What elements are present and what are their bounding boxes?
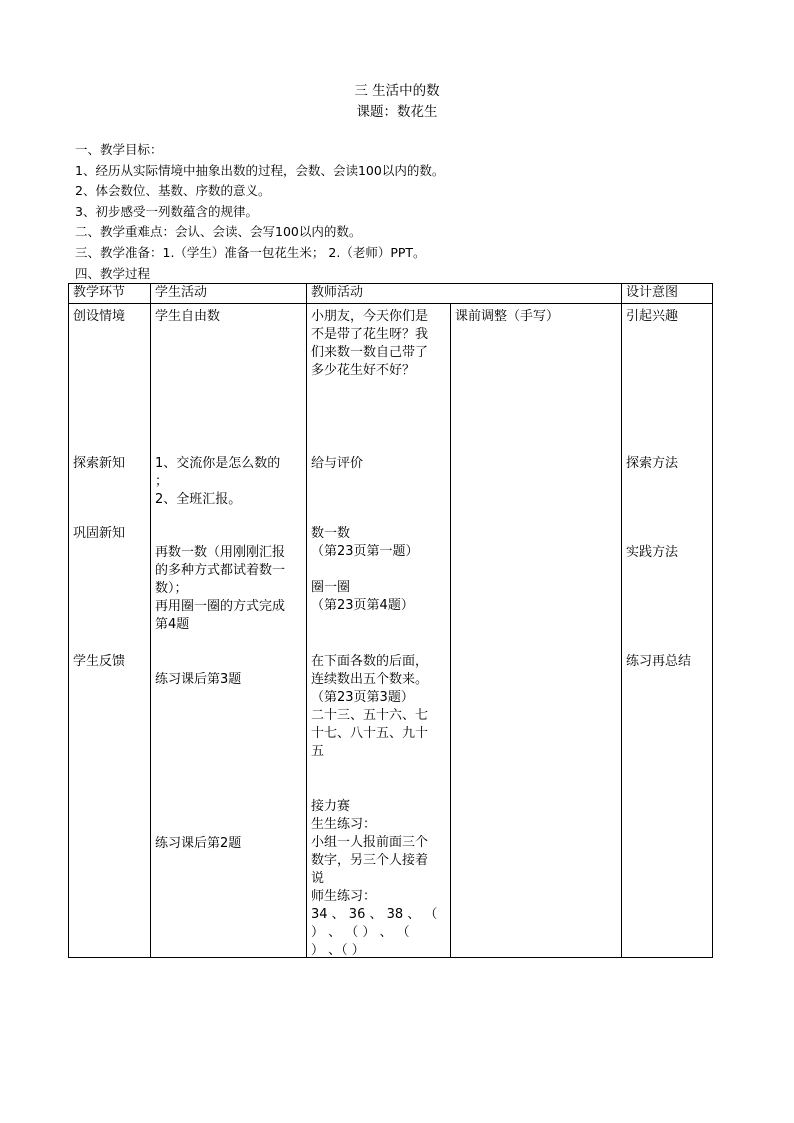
pre-class-adjustment: 课前调整（手写） — [455, 309, 560, 324]
header-design-intent: 设计意图 — [622, 284, 713, 304]
header-student-activity: 学生活动 — [151, 284, 307, 304]
teacher-activity: 在下面各数的后面， 连续数出五个数来。 （第23页第3题） 二十三、五十六、七 十七、八十五、九十 五 — [311, 654, 429, 759]
intro-line: 三、教学准备：1.（学生）准备一包花生米； 2.（老师）PPT。 — [75, 244, 426, 260]
student-activity: 学生自由数 — [155, 309, 221, 324]
design-intent-column — [622, 304, 713, 958]
stage-label: 探索新知 — [73, 456, 126, 471]
student-activity-column — [151, 304, 307, 958]
teacher-activity: 数一数 （第23页第一题） 圈一圈 （第23页第4题） — [311, 526, 419, 613]
teacher-activity-column — [307, 304, 451, 958]
teacher-activity: 小朋友，今天你们是 不是带了花生呀？我 们来数一数自己带了 多少花生好不好？ — [311, 309, 429, 378]
stage-label: 巩固新知 — [73, 526, 126, 541]
page-title: 三 生活中的数 — [354, 83, 440, 99]
header-teacher-activity: 教师活动 — [307, 284, 622, 304]
design-intent: 引起兴趣 — [626, 309, 679, 324]
intro-line: 3、初步感受一列数蕴含的规律。 — [75, 203, 258, 219]
design-intent: 练习再总结 — [626, 654, 692, 669]
stage-label: 创设情境 — [73, 309, 126, 324]
teacher-activity: 接力赛 生生练习： 小组一人报前面三个 数字，另三个人接着 说 师生练习： 34 、 36 、 38 、 （ ） 、 （ ） 、 （ ） 、（ ） — [311, 799, 438, 958]
teaching-process-table — [68, 283, 713, 958]
handwritten-adjustment-column — [451, 304, 622, 958]
stage-label: 学生反馈 — [73, 654, 126, 669]
student-activity: 再数一数（用刚刚汇报 的多种方式都试着数一 数）； 再用圈一圈的方式完成 第4题 — [155, 545, 286, 632]
intro-line: 1、经历从实际情境中抽象出数的过程，会数、会读100以内的数。 — [75, 162, 445, 178]
intro-line: 2、体会数位、基数、序数的意义。 — [75, 183, 271, 199]
student-activity: 练习课后第3题 — [155, 672, 242, 687]
intro-line: 四、教学过程 — [75, 265, 151, 281]
teacher-activity: 给与评价 — [311, 456, 364, 471]
table-row — [69, 304, 713, 958]
design-intent: 探索方法 — [626, 456, 679, 471]
header-stage: 教学环节 — [69, 284, 151, 304]
intro-line: 一、教学目标： — [75, 142, 163, 157]
design-intent: 实践方法 — [626, 545, 679, 560]
table-header-row — [69, 284, 713, 304]
intro-line: 二、教学重难点：会认、会读、会写100以内的数。 — [75, 224, 362, 240]
student-activity: 练习课后第2题 — [155, 836, 242, 851]
stage-column — [69, 304, 151, 958]
student-activity: 1、交流你是怎么数的 ； 2、全班汇报。 — [155, 456, 281, 507]
lesson-subtitle: 课题：数花生 — [356, 104, 438, 120]
lesson-intro — [75, 140, 444, 284]
